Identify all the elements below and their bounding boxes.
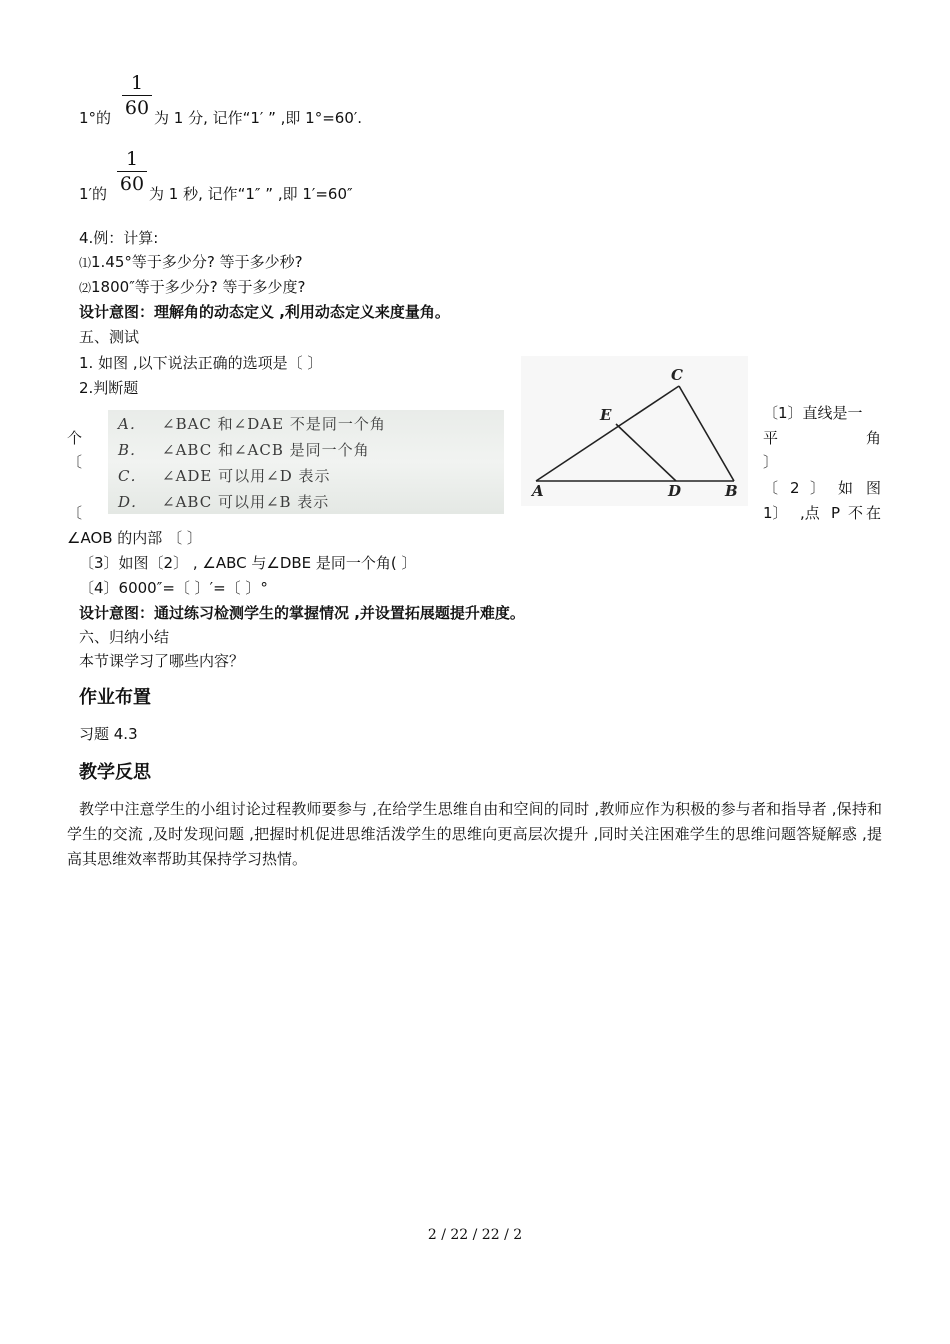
label-a: A	[532, 482, 544, 500]
example-title: 4.例：计算:	[79, 229, 159, 247]
wrap-paren-1: 〔	[67, 453, 83, 471]
fraction-denominator: 60	[124, 97, 150, 119]
second-def-prefix: 1′的	[79, 185, 107, 203]
answer-options-image	[108, 410, 504, 514]
label-c: C	[671, 366, 683, 384]
homework-heading: 作业布置	[79, 687, 151, 708]
page-footer: 2 / 22 / 22 / 2	[427, 1227, 523, 1243]
triangle-svg	[521, 356, 748, 506]
segment-ed	[616, 424, 676, 481]
reflection-body: 教学中注意学生的小组讨论过程教师要参与 ,在给学生思维自由和空间的同时 ,教师应作为积极的参与者和指导者 ,保持和学生的交流 ,及时发现问题 ,把握时机促进思维活泼学生的思维向更高层次提升 ,同时关注困难学生的思维问题答疑解惑 ,提高其思维效率帮助其保持学习热情。	[67, 800, 882, 868]
minute-def-prefix: 1°的	[79, 109, 112, 127]
right-wrap-line4d: 如	[838, 479, 854, 497]
segment-cb	[679, 386, 734, 481]
option-letter: C．	[118, 467, 147, 485]
segment-ac	[536, 386, 679, 481]
right-wrap-line5d: 不	[848, 504, 864, 522]
q1-text: 1.45°等于多少分? 等于多少秒?	[91, 253, 303, 271]
test-question-2: 2.判断题	[79, 379, 139, 397]
option-d	[118, 491, 329, 512]
option-text: ∠BAC 和∠DAE 不是同一个角	[162, 415, 386, 433]
test-question-1: 1. 如图 ,以下说法正确的选项是〔 〕	[79, 354, 323, 372]
label-b: B	[725, 482, 738, 500]
summary-question: 本节课学习了哪些内容？	[79, 652, 245, 670]
option-c	[118, 465, 331, 486]
q2-text: 1800″等于多少分? 等于多少度?	[91, 278, 306, 296]
fraction-one-sixtieth	[122, 72, 152, 119]
wrap-ge: 个	[67, 429, 83, 447]
example-q1	[79, 252, 303, 273]
second-def-suffix: 为 1 秒, 记作“1″ ” ,即 1′=60″	[149, 185, 353, 203]
right-wrap-line2a: 平	[763, 429, 779, 447]
option-text: ∠ABC 可以用∠B 表示	[162, 493, 330, 511]
option-a	[118, 413, 386, 434]
reflection-heading: 教学反思	[79, 762, 151, 783]
option-letter: A．	[118, 415, 146, 433]
right-wrap-line4e: 图	[866, 479, 882, 497]
design-intent-1: 设计意图：理解角的动态定义 ,利用动态定义来度量角。	[79, 303, 450, 321]
label-e: E	[600, 406, 612, 424]
option-text: ∠ADE 可以用∠D 表示	[162, 467, 331, 485]
fraction-numerator: 1	[130, 72, 144, 94]
option-b	[118, 439, 370, 460]
right-wrap-line3: 〕	[763, 453, 779, 471]
fraction-numerator: 1	[125, 148, 139, 170]
q2-number: ⑵	[79, 281, 92, 295]
design-intent-2: 设计意图：通过练习检测学生的掌握情况 ,并设置拓展题提升难度。	[79, 604, 525, 622]
option-letter: D．	[118, 493, 148, 511]
right-wrap-line5e: 在	[866, 504, 882, 522]
fraction-denominator: 60	[119, 173, 145, 195]
fraction-one-sixtieth-second	[117, 148, 147, 195]
wrap-paren-2: 〔	[67, 504, 83, 522]
triangle-figure	[521, 356, 748, 506]
test-section-title: 五、测试	[79, 328, 140, 346]
label-d: D	[668, 482, 682, 500]
judge-aob: ∠AOB 的内部 〔 〕	[67, 529, 202, 547]
option-letter: B．	[118, 441, 147, 459]
right-wrap-line5c: P	[831, 504, 841, 522]
right-wrap-line4b: 2	[790, 479, 800, 497]
right-wrap-line2b: 角	[866, 429, 882, 447]
summary-section-title: 六、归纳小结	[79, 628, 170, 646]
right-wrap-line5a: 1〕	[763, 504, 788, 522]
option-text: ∠ABC 和∠ACB 是同一个角	[162, 441, 370, 459]
minute-def-suffix: 为 1 分, 记作“1′ ” ,即 1°=60′.	[154, 109, 363, 127]
q1-number: ⑴	[79, 256, 92, 270]
right-wrap-line1: 〔1〕直线是一	[763, 404, 863, 422]
judge-3: 〔3〕如图〔2〕 , ∠ABC 与∠DBE 是同一个角( 〕	[79, 554, 417, 572]
example-q2	[79, 277, 306, 298]
homework-content: 习题 4.3	[79, 725, 138, 743]
right-wrap-line5b: ,点	[800, 504, 820, 522]
right-wrap-line4a: 〔	[763, 479, 779, 497]
right-wrap-line4c: 〕	[810, 479, 826, 497]
judge-4: 〔4〕6000″=〔 〕′=〔 〕°	[79, 579, 268, 597]
